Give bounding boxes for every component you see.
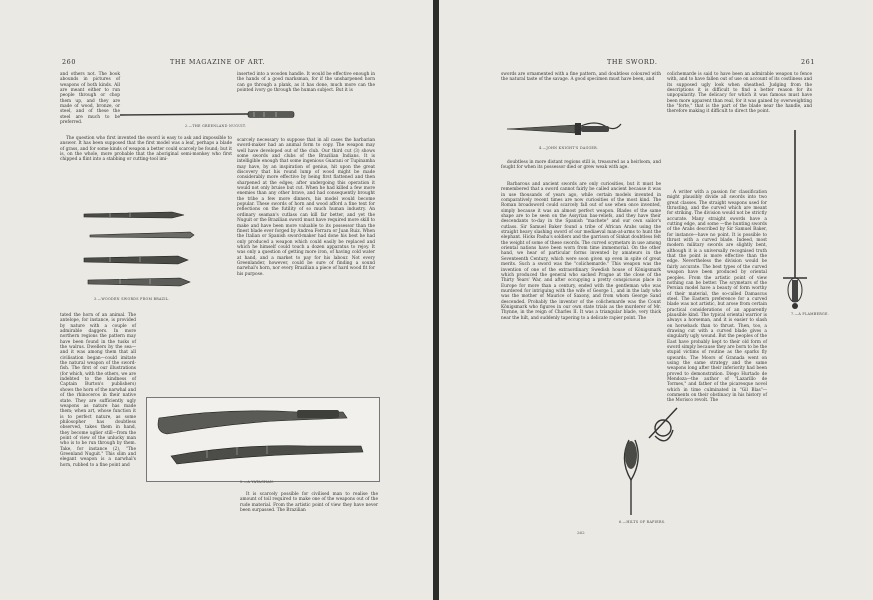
paragraph: swords are ornamented with a fine pattern, and doubtless coloured with the natural taste of the savage. A good specimen must have been, and	[501, 72, 661, 83]
signature-mark: 262	[577, 530, 585, 535]
paragraph: scarcely necessary to suppose that in all cases the barbarian sword-maker had an animal form to copy. The weapon may well have developed out of the club. Our third cut (3) shows some swords and clubs of the Brazilian Indians. It is intelligible enough that some ingenious Guarani or Tupinamba may have, by an inspiration of genius, hit upon the great discovery that his round lump of wood might be made considerably more effective by being first flattened and then sharpened at the edges; after undergoing this operation it would not only bruise but cut. When he had killed a few more enemies than any other brave, and had consequently brought the tribe a few more dinners, his model would become popular. These swords of horn and wood afford a fine text for reflections on the futility of so much human industry. An ordinary seaman's cutlass can kill far better, and yet the Nuguit or the Brazilian sword must have required more skill to make and have been more valuable to its possessor than the finest blade ever forged by Andrea Ferrara or Juan Ruiz. When the Italian or Spanish sword-maker had done his best he had only produced a weapon which could easily be replaced and which he himself could touch a dozen apparatus to rejoy. It was only a question of getting more iron, of having cold water at hand, and a market to pay for his labour. Not every Greenlander, however, could be sure of finding a sound narwhal's horn, nor every Brazilian a piece of hard wood fit for his purpose.	[237, 138, 375, 277]
left-running-head: THE MAGAZINE OF ART.	[170, 58, 266, 66]
left-col1-p3	[60, 313, 136, 468]
fig7-caption: 7.—A FLAMBERGE.	[791, 312, 830, 316]
paragraph: Barbarous and ancient swords are only curiosities, but it must be remembered that a sword cannot fairly be called ancient because it was in use thousands of years ago, while certain models invented in comparatively recent times are now curiosities of the most kind. The Roman broadsword could scarcely fall out of use when once invented, simply because it was an almost perfect weapon. Blades of the same shape are to be seen on the Assyrian bas-reliefs, and they have their descendants to-day in the Spanish "machete" and our own sailor's cutlass. Sir Samuel Baker found a tribe of African Arabs using the straight heavy slashing sword of our mediaeval man-at-arms to hunt the elephant. Hicks Pasha's soldiers and the garrison of Sinkat doubtless felt the weight of some of these swords. The curved scymetars in use among oriental nations have been worn from time immemorial. On the other hand, we hear of particular forms invented by amateurs in the Seventeenth Century, which were soon given up even in spite of great merits. Such a sword was the "colichemarde." This weapon was the invention of one of the extraordinary Swedish house of Königsmark which produced the general who sacked Prague at the close of the Thirty Years' War, and after occupying a pretty conspicuous place in Europe for more than a century, ended with the gentleman who was murdered for intriguing with the wife of George I., and in the lady who was the mother of Maurice of Saxony, and from whom George Sand descended. Probably the inventor of the colichemarde was the Count Königsmark who figures in our own state trials as the murderer of Mr. Thynne, in the reign of Charles II. It was a triangular blade, very thick near the hilt, and suddenly tapering to a delicate rapier point. The	[501, 182, 661, 321]
right-col1-p2	[501, 160, 661, 171]
paragraph: doubtless in more distant regions still is, treasured as a heirloom, and fought for when its possessor died or grew weak with age.	[501, 160, 661, 171]
rapier-hilts-figure	[609, 400, 689, 520]
left-col2-top	[237, 72, 375, 93]
paragraph: The question who first invented the sword is easy to ask and impossible to answer. It has been supposed that the first model was a leaf, perhaps a blade of grass, and for some kinds of weapon a better could scarcely be found; but it is, on the whole, more probable that the aboriginal semi-monkey who first chipped a flint into a stabbing or cutting-tool imi-	[60, 136, 232, 163]
wooden-swords-figure	[80, 200, 200, 295]
fig2-caption: 2.—THE GREENLAND NUGUIT.	[185, 124, 247, 128]
paragraph: tated the horn of an animal. The antelope, for instance, is provided by nature with a couple of admirable daggers. In more northern regions the pattern may have been found in the tusks of the walrus. Dwellers by the sea—and it was among them that all civilisation began—could imitate the natural weapon of the sword-fish. The first of our illustrations (for which, with the others, we are indebted to the kindness of Captain Burton's publishers) shows the horn of the narwhal and of the rhinoceros in their native state. They are sufficiently ugly weapons as nature has made them; when art, whose function it is to perfect nature, as some philosopher has doubtless observed, takes them in hand, they become uglier still—from the point of view of the unlucky man who is to be run through by them. Take, for instance (2), "The Greenland Nuguit." This slim and elegant weapon is a narwhal's horn, rubbed to a fine point and	[60, 313, 136, 468]
right-col2-p2	[667, 190, 767, 404]
right-col2-top	[667, 72, 812, 115]
left-page	[0, 0, 433, 600]
paragraph: A writer with a passion for classification might plausibly divide all swords into two great classes. The straight weapons used for thrusting, and the curved which are meant for striking. The division would not be strictly accurate. Many straight swords have a cutting edge, and some —the hunting swords of the Arabs described by Sir Samuel Baker, for instance—have no point. It is possible to thrust with a curved blade. Indeed, most modern military swords are slightly bent, although it is a universally recognised truth that the point is more effective than the edge. Nevertheless the division would be fairly accurate. The best types of the curved weapon have been produced by oriental peoples. From the artistic point of view nothing can be better. The scymetars of the Persian model have a beauty of form worthy of their material, the so-called Damascus steel. The Eastern preference for a curved blade was not artistic, but arose from certain practical considerations of an apparently plausible kind. The typical oriental warrior is always a horseman, and it is easier to slash on horseback than to thrust. Then, too, a drawing cut with a curved blade gives a singularly ugly wound. But the peoples of the East have probably kept to their old form of sword simply because they are born to be the stupid victims of routine as the sparks fly upwards. The Moors of Granada went on using the same strategy and the same weapons long after their inferiority had been proved to demonstration. Diego Hurtado de Mendoza—the author of "Lazarillo de Tormes," and father of the picaresque novel which in time culminated in "Gil Blas"—comments on their obstinacy in his history of the Morisco revolt. The	[667, 190, 767, 404]
right-page-number: 261	[801, 58, 815, 66]
greenland-nuguit-figure	[118, 108, 300, 122]
left-col2-bottom	[240, 492, 378, 513]
left-col2-p2	[237, 138, 375, 277]
right-col1-p3	[501, 182, 661, 321]
right-col1-top	[501, 72, 661, 83]
left-col1-p2	[60, 136, 232, 163]
right-page	[439, 0, 873, 600]
flamberge-figure	[775, 128, 815, 318]
fig3-caption: 3.—WOODEN SWORDS FROM BRAZIL.	[94, 297, 170, 301]
paragraph: It is scarcely possible for civilised man to realise the amount of toil required to make one of the weapons out of the rude material. From the artistic point of view they have never been surpassed. The Brazilian	[240, 492, 378, 514]
yataghan-figure	[147, 398, 379, 481]
right-running-head: THE SWORD.	[607, 58, 658, 66]
fig5-caption: 5.—A YATAGHAN.	[240, 480, 275, 484]
john-knight-dagger-figure	[505, 112, 625, 140]
left-page-number: 260	[62, 58, 76, 66]
fig6-caption: 6.—HILTS OF RAPIERS.	[619, 520, 666, 524]
paragraph: and others not. The book abounds in pictures of weapons of both kinds. All are meant either to run people through or chop them up, and they are made of wood, bronze, or steel, and of these the steel are much to be preferred.	[60, 72, 120, 126]
fig4-caption: 4.—JOHN KNIGHT'S DAGGER.	[539, 146, 599, 150]
paragraph: inserted into a wooden handle. It would be effective enough in the hands of a good marksman, for if the unsharpened horn can go through a plank, as it has done, much more can the pointed ivory go through the human subject. But it is	[237, 72, 375, 94]
yataghan-figure-box	[146, 397, 380, 482]
paragraph: colichemarde is said to have been an admirable weapon to fence with, and to have fallen out of use on account of its costliness and its supposed ugly look when sheathed. Judging from the descriptions it is difficult to find a better reason for its unpopularity. The delicacy for which it was famous must have been more apparent than real, for it was gained by overweighting the "forte," that is the part of the blade near the handle, and therefore making it difficult to direct the point.	[667, 72, 812, 115]
